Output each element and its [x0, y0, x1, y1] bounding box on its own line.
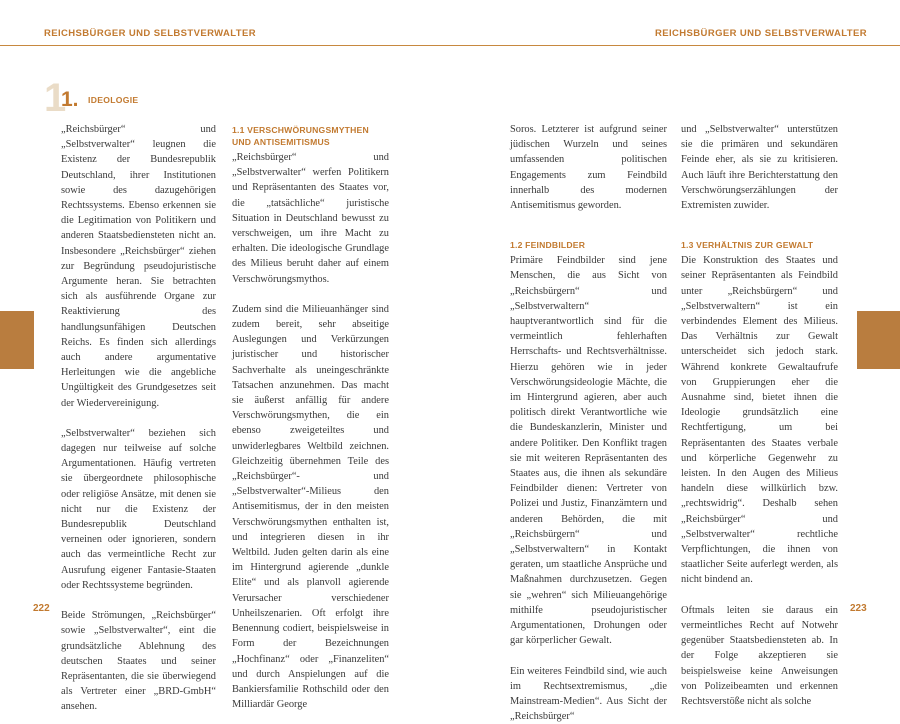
right-column-1 — [510, 122, 667, 724]
right-running-head: REICHSBÜRGER UND SELBSTVERWALTER — [655, 28, 867, 39]
right-edge-tab — [857, 311, 900, 369]
left-page-number: 222 — [33, 603, 50, 614]
paragraph: und „Selbstverwalter“ unterstützen sie die primären und sekundären Feinde eher, als sie zu kritisieren. Auch läuft ihre Berichterstattung den Verschwörungserzählungen der Extremisten zuwider. — [681, 122, 838, 213]
left-column-1 — [61, 122, 216, 715]
left-running-head: REICHSBÜRGER UND SELBSTVERWALTER — [44, 28, 256, 39]
left-edge-tab — [0, 311, 34, 369]
paragraph: Die Konstruktion des Staates und seiner Repräsentanten als Feindbild unter „Reichsbürgern“ und „Selbstverwaltern“ ist ein verbindendes Element des Milieus. Das Verhältnis zur Gewalt unterscheidet sich jedoch stark. Während konkrete Gewaltaufrufe von Gruppierungen eher die Ausnahme sind, bietet ihnen die Ideologie grundsätzlich eine Rechtfertigung, um bei Repräsentanten des Staates verbale und körperliche Gegenwehr zu leisten. In den Augen des Milieus handeln diese willkürlich bzw. „rechtswidrig“. Deshalb sehen „Reichsbürger“ und „Selbstverwalter“ rechtliche Verpflichtungen, die ihnen von staatlicher Seite auferlegt werden, als nicht bindend an. — [681, 253, 838, 587]
right-column-2 — [681, 122, 838, 709]
paragraph: Ein weiteres Feindbild sind, wie auch im Rechtsextremismus, „die Mainstream-Medien“. Aus Sicht der „Reichsbürger“ — [510, 664, 667, 724]
paragraph: Primäre Feindbilder sind jene Menschen, die aus Sicht von „Reichsbürgern“ und „Selbstverwaltern“ hauptverantwortlich sind für die vermeintlich fehlerhaften Herrschafts- und Rechtsverhältnisse. Hierzu gehören wie in jeder Verschwörungsideologie Mächte, die im Hintergrund agieren, aber auch politisch direkt Verantwortliche wie die Bundeskanzlerin, Minister und andere Politiker. Den Konflikt tragen sie mit weiteren Repräsentanten des Staates aus, die ihnen als sekundäre Feindbilder dienen: Vertreter von Polizei und Justiz, Finanzämtern und anderen Behörden, die mit „Reichsbürgern“ und „Selbstverwaltern“ in Kontakt geraten, um staatliche Ansprüche und Maßnahmen durchzusetzen. Gegen sie „wehren“ sich Milieuangehörige mithilfe pseudojuristischer Argumentationen, Drohungen oder gar körperlicher Gewalt. — [510, 253, 667, 648]
paragraph: Beide Strömungen, „Reichsbürger“ sowie „Selbstverwalter“, eint die grundsätzliche Ablehnung des deutschen Staates und seiner Repräsentanten, die sie überwiegend als Vertreter einer „BRD-GmbH“ ansehen. — [61, 608, 216, 714]
paragraph: „Reichsbürger“ und „Selbstverwalter“ werfen Politikern und Repräsentanten des Staates vor, die „tatsächliche“ juristische Situation in Deutschland bewusst zu verschweigen, um ihre Macht zu erhalten. Die ideologische Grundlage des Milieus beruht daher auf einem Verschwörungsmythos. — [232, 150, 389, 287]
chapter-heading — [44, 82, 234, 118]
paragraph: Oftmals leiten sie daraus ein vermeintliches Recht auf Notwehr gegenüber Staatsbediensteten ab. In der Folge akzeptieren sie beispielsweise keine Anweisungen von Polizeibeamten und erkennen Rechtsverstöße nicht als solche — [681, 603, 838, 709]
right-header-rule — [450, 45, 900, 46]
section-heading-1-2: 1.2 FEINDBILDER — [510, 239, 667, 251]
section-heading-1-3: 1.3 VERHÄLTNIS ZUR GEWALT — [681, 239, 838, 251]
chapter-title: IDEOLOGIE — [88, 95, 138, 105]
chapter-number: 1. — [61, 88, 79, 112]
paragraph: „Selbstverwalter“ beziehen sich dagegen nur teilweise auf solche Argumentationen. Häufig vertreten sie übergeordnete philosophische oder religiöse Ansätze, mit denen sie nicht nur die Existenz der Bundesrepublik Deutschland verneinen oder ignorieren, sondern auch das vermeintliche Recht zur Ausrufung eigener Fantasie-Staaten oder Rechtssysteme begründen. — [61, 426, 216, 593]
paragraph: Zudem sind die Milieuanhänger sind zudem bereit, sehr abseitige Auslegungen und Verkürzungen juristischer und historischer Sachverhalte als uneingeschränkte Tatsachen anzunehmen. Das macht sie äußerst anfällig für andere Verschwörungsmythen, die ein ebenso zweigeteiltes und unwiderlegbares Weltbild zeichnen. Gleichzeitig übernehmen Teile des „Reichsbürger“- und „Selbstverwalter“-Milieus den Antisemitismus, der in den meisten Verschwörungsmythen enthalten ist, und integrieren diesen in ihr Weltbild. Juden gelten darin als eine im Hintergrund agierende „dunkle Elite“ und als planvoll agierende Verursacher verschiedener Unheilszenarien. Oft erfolgt ihre Benennung codiert, beispielsweise in Form der Bezeichnungen „Hochfinanz“ oder „Finanzeliten“ und durch Anspielungen auf die Bankiersfamilie Rothschild oder den Milliardär George — [232, 302, 389, 712]
left-header-rule — [0, 45, 450, 46]
right-page-number: 223 — [850, 603, 867, 614]
paragraph: „Reichsbürger“ und „Selbstverwalter“ leugnen die Existenz der Bundesrepublik Deutschland, ihrer Institutionen sowie des dazugehörigen Rechtssystems. Ebenso erkennen sie die Legitimation von Politikern und anderen Staatsbediensteten nicht an. Insbesondere „Reichsbürger“ ziehen zur Begründung pseudojuristische Argumente heran. Sie betrachten sich als ausführende Organe zur Reaktivierung des handlungsunfähigen Deutschen Reichs. Es finden sich allerdings auch andere argumentative Herleitungen wie die angebliche Ungültigkeit des Grundgesetzes seit der Wiedervereinigung. — [61, 122, 216, 411]
section-heading-1-1: 1.1 VERSCHWÖRUNGSMYTHEN UND ANTISEMITISMUS — [232, 124, 389, 148]
chapter-bg-digit: 1 — [44, 78, 66, 118]
left-column-2 — [232, 124, 389, 712]
paragraph: Soros. Letzterer ist aufgrund seiner jüdischen Wurzeln und seines umfassenden politischen Engagements zum Feindbild innerhalb des modernen Antisemitismus geworden. — [510, 122, 667, 213]
